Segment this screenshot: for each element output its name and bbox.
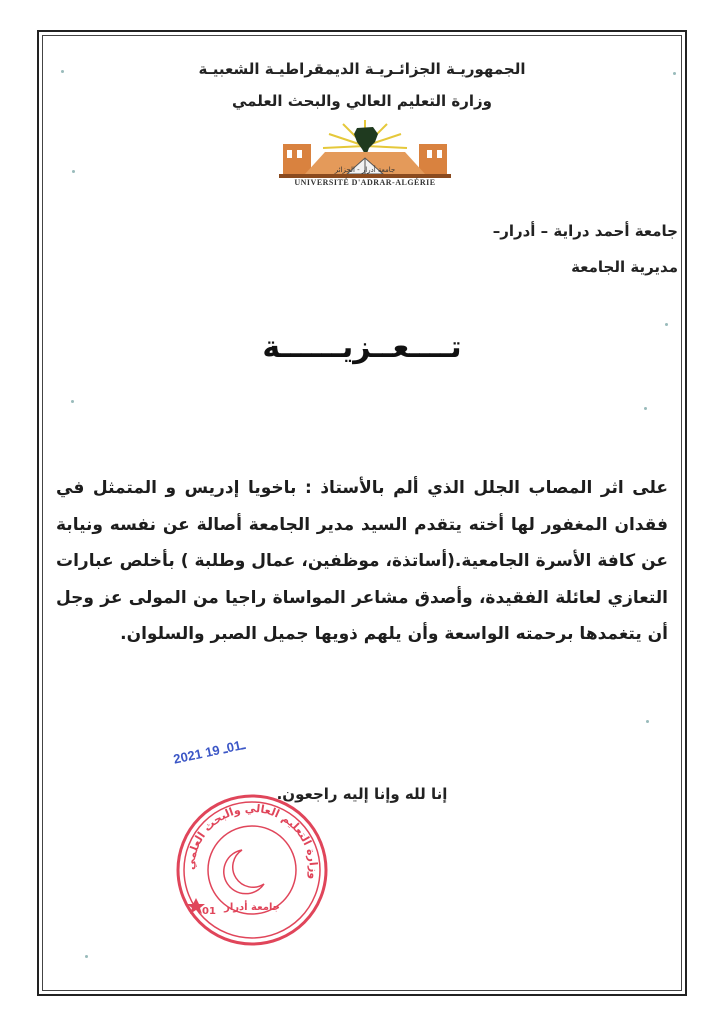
republic-heading: الجمهوريـة الجزائـريـة الديمقراطيـة الشعبيـة [198, 60, 526, 78]
university-caption-arabic: جامعة أدرار - الجزائر [334, 166, 396, 174]
document-title: تــــعــزيــــــة [262, 330, 462, 365]
ministry-heading: وزارة التعليم العالي والبحث العلمي [231, 92, 493, 110]
date-stamp: 2021 ـ01ـ 19 [172, 736, 247, 767]
sender-directorate: مديرية الجامعة [571, 258, 678, 276]
official-seal [172, 790, 332, 950]
condolence-body: على اثر المصاب الجلل الذي ألم بالأستاذ : باخويا إدريس و المتمثل في فقدان المغفور لها أخته يتقدم السيد مدير الجامعة أصالة عن نفسه ونيابة عن كافة الأسرة الجامعية.(أساتذة، موظفين، عمال وطلبة ) بأخلص عبارات التعازي لعائلة الفقيدة، وأصدق مشاعر المواساة راجيا من المولى عز وجل أن يتغمدها برحمته الواسعة وأن يلهم ذويها جميل الصبر والسلوان. [56, 478, 668, 644]
seal-ring-text: وزارة التعليم العالي والبحث العلمي [183, 801, 321, 880]
university-caption-french: UNIVERSITÉ D'ADRAR-ALGÉRIE [294, 178, 436, 187]
scan-speck [85, 955, 88, 958]
scan-speck [71, 400, 74, 403]
scan-speck [72, 170, 75, 173]
scan-speck [61, 70, 64, 73]
scan-speck [665, 323, 668, 326]
scan-speck [673, 72, 676, 75]
closing-prayer: إنا لله وإنا إليه راجعون. [276, 785, 448, 803]
seal-center-text: جامعة أدرار [224, 902, 280, 913]
sender-university: جامعة أحمد دراية – أدرار– [492, 222, 678, 240]
scan-speck [644, 407, 647, 410]
scan-speck [646, 720, 649, 723]
seal-number: 01 [202, 906, 216, 917]
